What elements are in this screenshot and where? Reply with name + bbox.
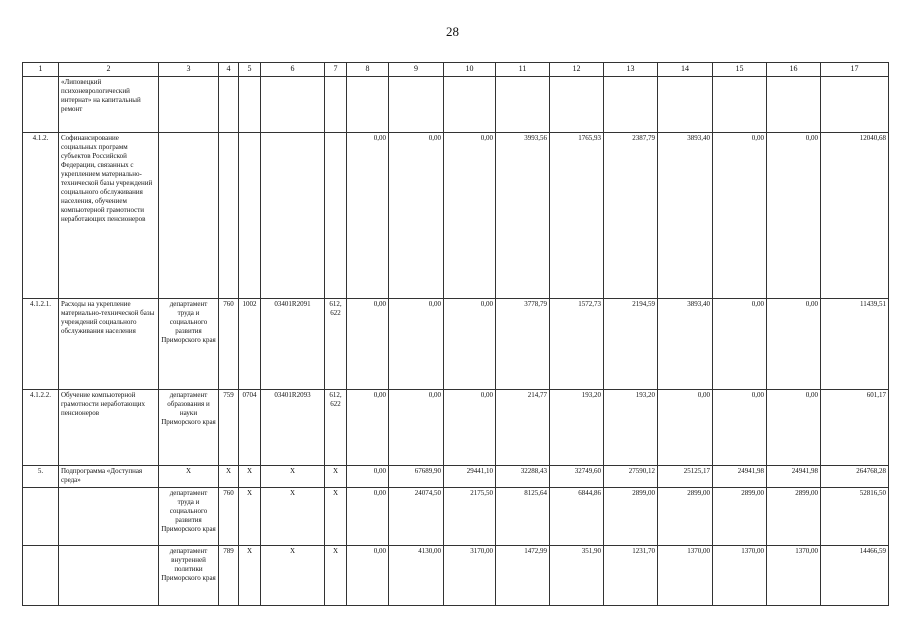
table-cell: 2194,59 (604, 299, 658, 390)
table-cell: 11439,51 (821, 299, 889, 390)
header-cell: 13 (604, 63, 658, 77)
table-cell: 24941,98 (713, 466, 767, 488)
table-cell: 612, 622 (325, 299, 347, 390)
table-cell: департамент внутренней политики Приморского края (159, 546, 219, 606)
table-row (23, 488, 889, 546)
table-cell (713, 77, 767, 133)
table-cell (159, 133, 219, 299)
table-cell: X (261, 488, 325, 546)
table-cell: X (239, 546, 261, 606)
table-cell: 03401R2093 (261, 390, 325, 466)
table-cell: 2387,79 (604, 133, 658, 299)
table-row (23, 299, 889, 390)
table-cell: 351,90 (550, 546, 604, 606)
table-row (23, 466, 889, 488)
header-cell: 12 (550, 63, 604, 77)
table-cell: X (239, 466, 261, 488)
table-cell: Софинансирование социальных программ субъектов Российской Федерации, связанных с укреплением материально-технической базы учреждений социального обслуживания населения, обучением компьютерной грамотности неработающих пенсионеров (59, 133, 159, 299)
table-cell (23, 488, 59, 546)
table-cell (261, 133, 325, 299)
table-cell: X (261, 546, 325, 606)
table-cell: 0,00 (347, 133, 389, 299)
table-cell (604, 77, 658, 133)
header-cell: 2 (59, 63, 159, 77)
table-cell: 0,00 (389, 390, 444, 466)
table-cell (23, 77, 59, 133)
header-cell: 9 (389, 63, 444, 77)
table-cell: 12040,68 (821, 133, 889, 299)
header-cell: 14 (658, 63, 713, 77)
table-cell: 1572,73 (550, 299, 604, 390)
table-cell: 0,00 (767, 299, 821, 390)
table-cell: 0,00 (444, 133, 496, 299)
table-cell: 759 (219, 390, 239, 466)
table-cell: департамент труда и социального развития Приморского края (159, 488, 219, 546)
table-row (23, 133, 889, 299)
table-cell: X (219, 466, 239, 488)
table-cell (325, 77, 347, 133)
header-cell: 16 (767, 63, 821, 77)
table-cell: 2899,00 (604, 488, 658, 546)
table-cell: 52816,50 (821, 488, 889, 546)
table-cell: 1370,00 (658, 546, 713, 606)
table-cell: 6844,86 (550, 488, 604, 546)
table-cell: 0,00 (347, 546, 389, 606)
table-cell: 2899,00 (713, 488, 767, 546)
header-cell: 3 (159, 63, 219, 77)
table-cell: 4.1.2.1. (23, 299, 59, 390)
header-cell: 5 (239, 63, 261, 77)
table-cell: 789 (219, 546, 239, 606)
table-cell: 1370,00 (713, 546, 767, 606)
table-cell: 27590,12 (604, 466, 658, 488)
table-cell: Расходы на укрепление материально-технической базы учреждений социального обслуживания населения (59, 299, 159, 390)
table-row (23, 77, 889, 133)
table-cell (239, 77, 261, 133)
header-cell: 17 (821, 63, 889, 77)
header-row (23, 63, 889, 77)
table-cell: 25125,17 (658, 466, 713, 488)
table-cell: 2899,00 (767, 488, 821, 546)
table-cell (347, 77, 389, 133)
table-cell (59, 546, 159, 606)
header-cell: 1 (23, 63, 59, 77)
table-cell (23, 546, 59, 606)
table-cell: 3893,40 (658, 133, 713, 299)
table-cell: департамент труда и социального развития Приморского края (159, 299, 219, 390)
table-cell: 32288,43 (496, 466, 550, 488)
table-cell: 0,00 (347, 488, 389, 546)
table-cell (261, 77, 325, 133)
table-cell: 0,00 (658, 390, 713, 466)
table-cell: Обучение компьютерной грамотности неработающих пенсионеров (59, 390, 159, 466)
table-cell (325, 133, 347, 299)
table-cell (219, 133, 239, 299)
table-cell: 1472,99 (496, 546, 550, 606)
table-cell: 0,00 (347, 390, 389, 466)
table-cell: 1370,00 (767, 546, 821, 606)
program-table (22, 62, 889, 606)
table-cell (550, 77, 604, 133)
table-cell: 601,17 (821, 390, 889, 466)
header-cell: 11 (496, 63, 550, 77)
table-cell: 5. (23, 466, 59, 488)
table-cell: 3993,56 (496, 133, 550, 299)
table-cell: 3170,00 (444, 546, 496, 606)
table-cell: 2175,50 (444, 488, 496, 546)
table-cell: 214,77 (496, 390, 550, 466)
table-cell (496, 77, 550, 133)
table-cell: 193,20 (550, 390, 604, 466)
table-cell: 1002 (239, 299, 261, 390)
table-cell: X (261, 466, 325, 488)
table-cell: департамент образования и науки Приморского края (159, 390, 219, 466)
table-cell: 0,00 (767, 133, 821, 299)
table-cell: 3893,40 (658, 299, 713, 390)
table-cell: 2899,00 (658, 488, 713, 546)
table-cell: 0,00 (389, 299, 444, 390)
table-cell: 612, 622 (325, 390, 347, 466)
table-cell: 1765,93 (550, 133, 604, 299)
table-cell: X (159, 466, 219, 488)
table-cell: 0,00 (713, 133, 767, 299)
table-cell (239, 133, 261, 299)
table-cell (59, 488, 159, 546)
table-cell: 0,00 (347, 466, 389, 488)
table-cell: Подпрограмма «Доступная среда» (59, 466, 159, 488)
table-cell: 4.1.2.2. (23, 390, 59, 466)
table-cell: X (239, 488, 261, 546)
table-cell: 193,20 (604, 390, 658, 466)
table-cell (658, 77, 713, 133)
table-cell: 0,00 (767, 390, 821, 466)
table-cell: 8125,64 (496, 488, 550, 546)
table-cell (767, 77, 821, 133)
table-cell: 760 (219, 488, 239, 546)
table-cell: 0,00 (389, 133, 444, 299)
table-cell (821, 77, 889, 133)
header-cell: 6 (261, 63, 325, 77)
table-cell: X (325, 546, 347, 606)
table-cell: 29441,10 (444, 466, 496, 488)
table-cell: 264768,28 (821, 466, 889, 488)
table-cell: 32749,60 (550, 466, 604, 488)
table-cell: X (325, 466, 347, 488)
table-cell: 0,00 (713, 299, 767, 390)
header-cell: 10 (444, 63, 496, 77)
table-cell: 1231,70 (604, 546, 658, 606)
table-row (23, 390, 889, 466)
table-cell: 0,00 (713, 390, 767, 466)
table-cell: 4130,00 (389, 546, 444, 606)
table-cell: 24941,98 (767, 466, 821, 488)
header-cell: 4 (219, 63, 239, 77)
header-cell: 7 (325, 63, 347, 77)
table-cell (219, 77, 239, 133)
table-cell: 3778,79 (496, 299, 550, 390)
page-number: 28 (446, 24, 459, 39)
header-cell: 15 (713, 63, 767, 77)
table-cell (159, 77, 219, 133)
table-cell: 0704 (239, 390, 261, 466)
table-cell: 4.1.2. (23, 133, 59, 299)
table-cell: 24074,50 (389, 488, 444, 546)
table-cell: 0,00 (347, 299, 389, 390)
table-cell: 03401R2091 (261, 299, 325, 390)
table-cell (444, 77, 496, 133)
table-cell (389, 77, 444, 133)
table-cell: 67689,90 (389, 466, 444, 488)
table-cell: 760 (219, 299, 239, 390)
table-cell: 0,00 (444, 390, 496, 466)
table-cell: 14466,59 (821, 546, 889, 606)
table-cell: 0,00 (444, 299, 496, 390)
table-row (23, 546, 889, 606)
table-cell: X (325, 488, 347, 546)
table-cell: «Липовецкий психоневрологический интернат» на капитальный ремонт (59, 77, 159, 133)
header-cell: 8 (347, 63, 389, 77)
